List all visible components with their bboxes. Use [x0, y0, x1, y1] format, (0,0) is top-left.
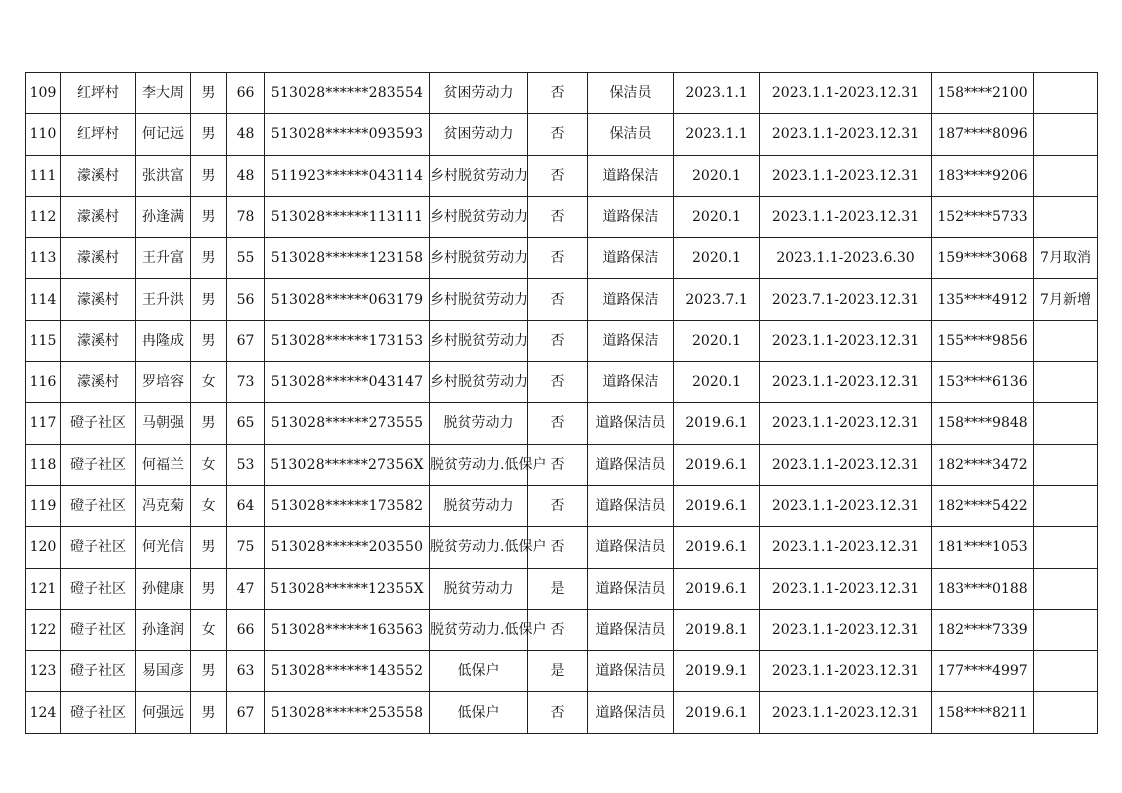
id-number-cell: 513028******273555 — [265, 403, 430, 444]
category-cell: 脱贫劳动力.低保户 — [430, 609, 528, 650]
name-cell: 冯克菊 — [136, 485, 191, 526]
phone-cell: 152****5733 — [932, 196, 1034, 237]
note-cell — [1034, 692, 1098, 733]
start-date-cell: 2019.6.1 — [674, 568, 760, 609]
village-cell: 濛溪村 — [61, 320, 136, 361]
post-cell: 道路保洁 — [588, 362, 674, 403]
village-cell: 磴子社区 — [61, 609, 136, 650]
row-number: 118 — [26, 444, 61, 485]
period-cell: 2023.1.1-2023.12.31 — [760, 485, 932, 526]
gender-cell: 男 — [191, 155, 227, 196]
name-cell: 冉隆成 — [136, 320, 191, 361]
id-number-cell: 513028******093593 — [265, 114, 430, 155]
village-cell: 濛溪村 — [61, 196, 136, 237]
gender-cell: 男 — [191, 651, 227, 692]
disabled-cell: 否 — [528, 196, 588, 237]
roster-table — [25, 72, 1098, 734]
period-cell: 2023.1.1-2023.12.31 — [760, 403, 932, 444]
table-row — [26, 651, 1098, 692]
age-cell: 78 — [227, 196, 265, 237]
note-cell — [1034, 155, 1098, 196]
phone-cell: 182****7339 — [932, 609, 1034, 650]
post-cell: 道路保洁员 — [588, 485, 674, 526]
age-cell: 66 — [227, 609, 265, 650]
table-row — [26, 196, 1098, 237]
village-cell: 濛溪村 — [61, 362, 136, 403]
age-cell: 75 — [227, 527, 265, 568]
table-row — [26, 527, 1098, 568]
age-cell: 63 — [227, 651, 265, 692]
post-cell: 道路保洁员 — [588, 444, 674, 485]
start-date-cell: 2020.1 — [674, 155, 760, 196]
age-cell: 48 — [227, 155, 265, 196]
phone-cell: 182****5422 — [932, 485, 1034, 526]
note-cell — [1034, 444, 1098, 485]
id-number-cell: 513028******253558 — [265, 692, 430, 733]
disabled-cell: 否 — [528, 403, 588, 444]
village-cell: 濛溪村 — [61, 279, 136, 320]
table-row — [26, 444, 1098, 485]
category-cell: 乡村脱贫劳动力 — [430, 279, 528, 320]
note-cell — [1034, 403, 1098, 444]
row-number: 121 — [26, 568, 61, 609]
disabled-cell: 否 — [528, 155, 588, 196]
start-date-cell: 2019.8.1 — [674, 609, 760, 650]
name-cell: 何光信 — [136, 527, 191, 568]
period-cell: 2023.1.1-2023.12.31 — [760, 651, 932, 692]
gender-cell: 女 — [191, 609, 227, 650]
period-cell: 2023.1.1-2023.12.31 — [760, 444, 932, 485]
id-number-cell: 513028******143552 — [265, 651, 430, 692]
name-cell: 何记远 — [136, 114, 191, 155]
roster-body — [26, 73, 1098, 734]
category-cell: 低保户 — [430, 692, 528, 733]
start-date-cell: 2020.1 — [674, 320, 760, 361]
note-cell — [1034, 73, 1098, 114]
note-cell: 7月新增 — [1034, 279, 1098, 320]
row-number: 110 — [26, 114, 61, 155]
table-row — [26, 362, 1098, 403]
period-cell: 2023.1.1-2023.12.31 — [760, 527, 932, 568]
table-row — [26, 155, 1098, 196]
name-cell: 孙健康 — [136, 568, 191, 609]
table-row — [26, 279, 1098, 320]
name-cell: 王升洪 — [136, 279, 191, 320]
age-cell: 56 — [227, 279, 265, 320]
name-cell: 何强远 — [136, 692, 191, 733]
phone-cell: 135****4912 — [932, 279, 1034, 320]
age-cell: 55 — [227, 238, 265, 279]
post-cell: 道路保洁 — [588, 279, 674, 320]
disabled-cell: 是 — [528, 651, 588, 692]
post-cell: 道路保洁 — [588, 155, 674, 196]
village-cell: 濛溪村 — [61, 238, 136, 279]
phone-cell: 183****0188 — [932, 568, 1034, 609]
gender-cell: 男 — [191, 527, 227, 568]
note-cell — [1034, 114, 1098, 155]
period-cell: 2023.1.1-2023.12.31 — [760, 568, 932, 609]
phone-cell: 181****1053 — [932, 527, 1034, 568]
disabled-cell: 否 — [528, 692, 588, 733]
village-cell: 磴子社区 — [61, 692, 136, 733]
village-cell: 红坪村 — [61, 114, 136, 155]
name-cell: 孙逢满 — [136, 196, 191, 237]
id-number-cell: 513028******063179 — [265, 279, 430, 320]
gender-cell: 女 — [191, 485, 227, 526]
table-row — [26, 320, 1098, 361]
note-cell — [1034, 651, 1098, 692]
table-row — [26, 238, 1098, 279]
table-row — [26, 403, 1098, 444]
age-cell: 53 — [227, 444, 265, 485]
row-number: 124 — [26, 692, 61, 733]
start-date-cell: 2019.6.1 — [674, 444, 760, 485]
village-cell: 磴子社区 — [61, 403, 136, 444]
age-cell: 65 — [227, 403, 265, 444]
id-number-cell: 513028******173582 — [265, 485, 430, 526]
name-cell: 易国彦 — [136, 651, 191, 692]
start-date-cell: 2019.6.1 — [674, 527, 760, 568]
period-cell: 2023.1.1-2023.12.31 — [760, 692, 932, 733]
id-number-cell: 511923******043114 — [265, 155, 430, 196]
id-number-cell: 513028******113111 — [265, 196, 430, 237]
age-cell: 48 — [227, 114, 265, 155]
gender-cell: 女 — [191, 362, 227, 403]
disabled-cell: 否 — [528, 527, 588, 568]
age-cell: 47 — [227, 568, 265, 609]
id-number-cell: 513028******173153 — [265, 320, 430, 361]
start-date-cell: 2020.1 — [674, 196, 760, 237]
phone-cell: 155****9856 — [932, 320, 1034, 361]
disabled-cell: 否 — [528, 609, 588, 650]
category-cell: 乡村脱贫劳动力 — [430, 238, 528, 279]
phone-cell: 159****3068 — [932, 238, 1034, 279]
post-cell: 道路保洁员 — [588, 403, 674, 444]
phone-cell: 158****9848 — [932, 403, 1034, 444]
gender-cell: 男 — [191, 196, 227, 237]
post-cell: 道路保洁员 — [588, 568, 674, 609]
note-cell — [1034, 568, 1098, 609]
row-number: 117 — [26, 403, 61, 444]
note-cell — [1034, 527, 1098, 568]
row-number: 123 — [26, 651, 61, 692]
age-cell: 73 — [227, 362, 265, 403]
post-cell: 道路保洁员 — [588, 651, 674, 692]
name-cell: 马朝强 — [136, 403, 191, 444]
disabled-cell: 否 — [528, 238, 588, 279]
category-cell: 脱贫劳动力 — [430, 485, 528, 526]
id-number-cell: 513028******163563 — [265, 609, 430, 650]
post-cell: 保洁员 — [588, 73, 674, 114]
village-cell: 磴子社区 — [61, 651, 136, 692]
id-number-cell: 513028******27356X — [265, 444, 430, 485]
id-number-cell: 513028******043147 — [265, 362, 430, 403]
row-number: 119 — [26, 485, 61, 526]
category-cell: 贫困劳动力 — [430, 114, 528, 155]
row-number: 113 — [26, 238, 61, 279]
age-cell: 64 — [227, 485, 265, 526]
gender-cell: 男 — [191, 114, 227, 155]
row-number: 116 — [26, 362, 61, 403]
post-cell: 道路保洁员 — [588, 609, 674, 650]
row-number: 112 — [26, 196, 61, 237]
period-cell: 2023.1.1-2023.12.31 — [760, 196, 932, 237]
disabled-cell: 否 — [528, 485, 588, 526]
village-cell: 磴子社区 — [61, 444, 136, 485]
id-number-cell: 513028******123158 — [265, 238, 430, 279]
note-cell — [1034, 485, 1098, 526]
table-row — [26, 114, 1098, 155]
start-date-cell: 2019.9.1 — [674, 651, 760, 692]
post-cell: 道路保洁员 — [588, 692, 674, 733]
table-row — [26, 692, 1098, 733]
note-cell — [1034, 609, 1098, 650]
name-cell: 孙逢润 — [136, 609, 191, 650]
start-date-cell: 2019.6.1 — [674, 692, 760, 733]
disabled-cell: 是 — [528, 568, 588, 609]
row-number: 115 — [26, 320, 61, 361]
village-cell: 濛溪村 — [61, 155, 136, 196]
table-row — [26, 485, 1098, 526]
row-number: 122 — [26, 609, 61, 650]
category-cell: 乡村脱贫劳动力 — [430, 196, 528, 237]
category-cell: 脱贫劳动力.低保户 — [430, 444, 528, 485]
category-cell: 脱贫劳动力 — [430, 403, 528, 444]
village-cell: 磴子社区 — [61, 485, 136, 526]
phone-cell: 177****4997 — [932, 651, 1034, 692]
start-date-cell: 2023.1.1 — [674, 73, 760, 114]
row-number: 114 — [26, 279, 61, 320]
table-row — [26, 73, 1098, 114]
table-row — [26, 609, 1098, 650]
disabled-cell: 否 — [528, 73, 588, 114]
age-cell: 67 — [227, 692, 265, 733]
phone-cell: 183****9206 — [932, 155, 1034, 196]
row-number: 109 — [26, 73, 61, 114]
post-cell: 道路保洁 — [588, 196, 674, 237]
name-cell: 何福兰 — [136, 444, 191, 485]
gender-cell: 男 — [191, 73, 227, 114]
post-cell: 道路保洁 — [588, 320, 674, 361]
table-row — [26, 568, 1098, 609]
period-cell: 2023.1.1-2023.12.31 — [760, 609, 932, 650]
name-cell: 罗培容 — [136, 362, 191, 403]
name-cell: 张洪富 — [136, 155, 191, 196]
category-cell: 乡村脱贫劳动力 — [430, 362, 528, 403]
village-cell: 磴子社区 — [61, 568, 136, 609]
start-date-cell: 2019.6.1 — [674, 403, 760, 444]
post-cell: 道路保洁员 — [588, 527, 674, 568]
start-date-cell: 2023.7.1 — [674, 279, 760, 320]
name-cell: 王升富 — [136, 238, 191, 279]
category-cell: 贫困劳动力 — [430, 73, 528, 114]
category-cell: 低保户 — [430, 651, 528, 692]
post-cell: 保洁员 — [588, 114, 674, 155]
start-date-cell: 2020.1 — [674, 362, 760, 403]
village-cell: 磴子社区 — [61, 527, 136, 568]
age-cell: 67 — [227, 320, 265, 361]
period-cell: 2023.1.1-2023.12.31 — [760, 362, 932, 403]
name-cell: 李大周 — [136, 73, 191, 114]
phone-cell: 158****8211 — [932, 692, 1034, 733]
note-cell — [1034, 196, 1098, 237]
category-cell: 乡村脱贫劳动力 — [430, 155, 528, 196]
period-cell: 2023.7.1-2023.12.31 — [760, 279, 932, 320]
disabled-cell: 否 — [528, 444, 588, 485]
id-number-cell: 513028******283554 — [265, 73, 430, 114]
period-cell: 2023.1.1-2023.12.31 — [760, 73, 932, 114]
id-number-cell: 513028******12355X — [265, 568, 430, 609]
gender-cell: 男 — [191, 568, 227, 609]
phone-cell: 182****3472 — [932, 444, 1034, 485]
gender-cell: 男 — [191, 403, 227, 444]
gender-cell: 男 — [191, 692, 227, 733]
period-cell: 2023.1.1-2023.6.30 — [760, 238, 932, 279]
start-date-cell: 2019.6.1 — [674, 485, 760, 526]
gender-cell: 男 — [191, 279, 227, 320]
id-number-cell: 513028******203550 — [265, 527, 430, 568]
period-cell: 2023.1.1-2023.12.31 — [760, 155, 932, 196]
start-date-cell: 2020.1 — [674, 238, 760, 279]
post-cell: 道路保洁 — [588, 238, 674, 279]
phone-cell: 153****6136 — [932, 362, 1034, 403]
disabled-cell: 否 — [528, 320, 588, 361]
category-cell: 脱贫劳动力 — [430, 568, 528, 609]
period-cell: 2023.1.1-2023.12.31 — [760, 114, 932, 155]
phone-cell: 158****2100 — [932, 73, 1034, 114]
age-cell: 66 — [227, 73, 265, 114]
phone-cell: 187****8096 — [932, 114, 1034, 155]
start-date-cell: 2023.1.1 — [674, 114, 760, 155]
row-number: 120 — [26, 527, 61, 568]
period-cell: 2023.1.1-2023.12.31 — [760, 320, 932, 361]
gender-cell: 女 — [191, 444, 227, 485]
note-cell — [1034, 320, 1098, 361]
row-number: 111 — [26, 155, 61, 196]
note-cell — [1034, 362, 1098, 403]
category-cell: 脱贫劳动力.低保户 — [430, 527, 528, 568]
disabled-cell: 否 — [528, 362, 588, 403]
note-cell: 7月取消 — [1034, 238, 1098, 279]
category-cell: 乡村脱贫劳动力 — [430, 320, 528, 361]
gender-cell: 男 — [191, 238, 227, 279]
village-cell: 红坪村 — [61, 73, 136, 114]
disabled-cell: 否 — [528, 114, 588, 155]
gender-cell: 男 — [191, 320, 227, 361]
disabled-cell: 否 — [528, 279, 588, 320]
